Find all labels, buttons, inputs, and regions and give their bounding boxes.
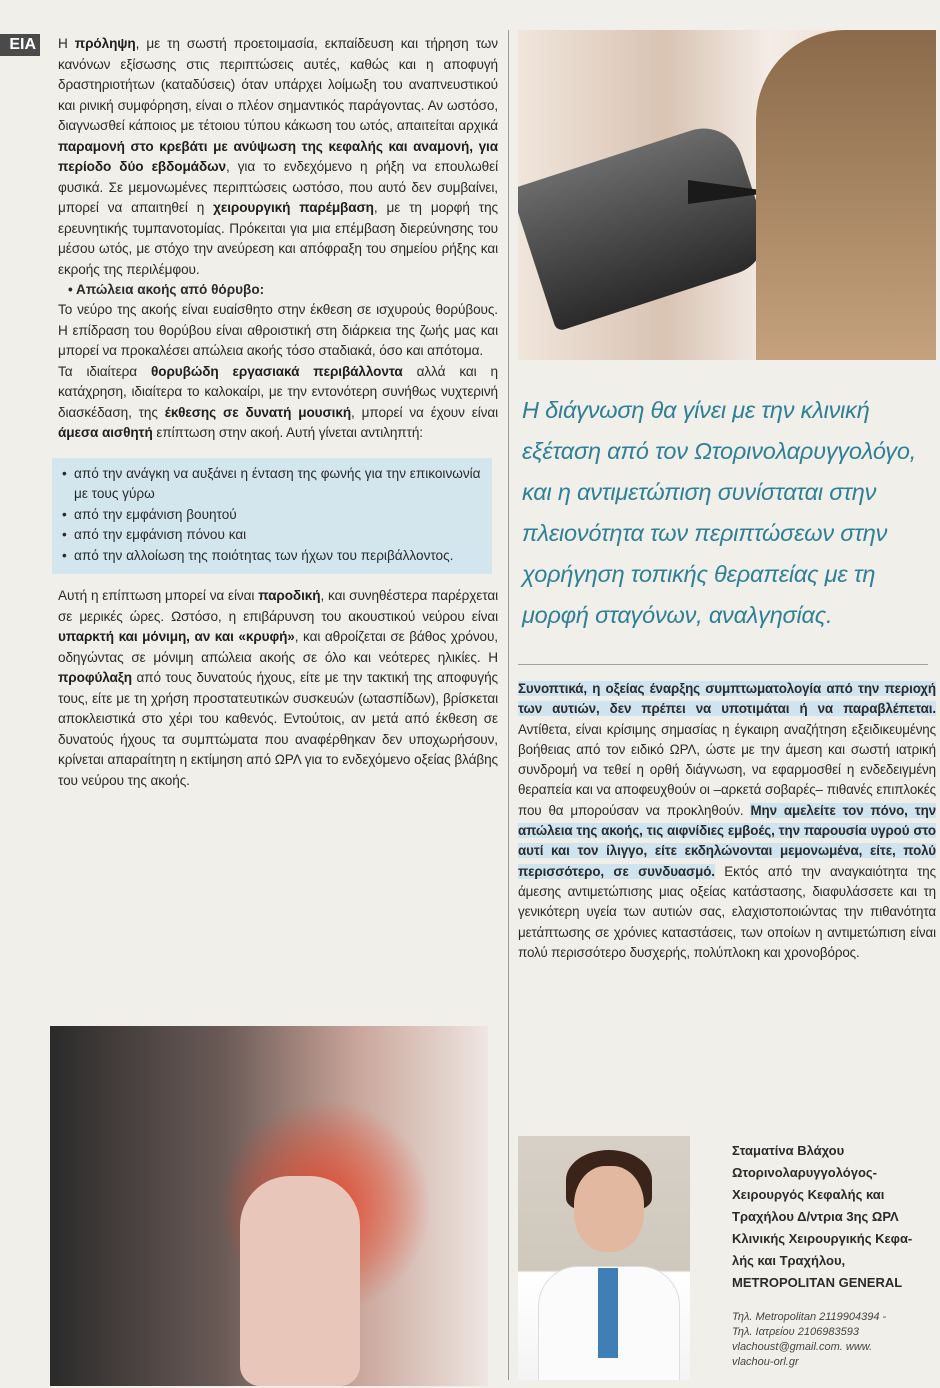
paragraph-noise-environments: Τα ιδιαίτερα θορυβώδη εργασιακά περιβάλλοντα αλλά και η κατάχρηση, ιδιαίτερα το καλοκαίρι, με την εντονότερη συνήθως νυχτερινή διασκέδαση, της έκθεσης σε δυνατή μουσική, μπορεί να έχουν είναι άμεσα αισθητή επίπτωση στην ακοή. Αυτή γίνεται αντιληπτή: <box>58 363 499 440</box>
paragraph-temporary-effect: Αυτή η επίπτωση μπορεί να είναι παροδική, και συνηθέστερα παρέρχεται σε μερικές ώρες. Ωστόσο, η επιβάρυνση του ακουστικού νεύρου είναι υπαρκτή και μόνιμη, αν και «κρυφή», και αθροίζεται σε βάθος χρόνου, οδηγώντας σε μόνιμη απώλεια ακοής σε όλο και νεότερες ηλικίες. Η προφύλαξη από τους δυνατούς ήχους, είτε με την τακτική της αποφυγής τους, είτε με τη χρήση προστατευτικών συσκευών (ωτασπίδων), βρίσκεται αποκλειστικά στο χέρι του καθενός. Εντούτοις, αν μετά από έκθεση σε δυνατούς ήχους τα συμπτώματα που αναφέρθηκαν δεν υποχωρήσουν, κρίνεται απαραίτητη η εκτίμηση από ΩΡΛ για το ενδεχόμενο οξείας βλάβης του νεύρου της ακοής. <box>58 588 498 788</box>
hand-on-jaw <box>240 1176 360 1386</box>
author-shirt <box>598 1268 618 1358</box>
phone-office: Τηλ. Ιατρείου 2106983593 <box>732 1326 859 1338</box>
list-item: • από την αλλοίωση της ποιότητας των ήχων του περιβάλλοντος. <box>62 546 482 567</box>
paragraph-prevention: Η πρόληψη, με τη σωστή προετοιμασία, εκπαίδευση και τήρηση των κανόνων εξίσωσης στις περιπτώσεις αυτές, καθώς και η αποφυγή δραστηριοτήτων (καταδύσεις) όταν υπάρχει λοίμωξη του αναπνευστικού και ρινική συμφόρηση, είναι ο πλέον σημαντικός παράγοντας. Αν ωστόσο, διαγνωσθεί κάποιος με τέτοιου τύπου κάκωση του ωτός, απαιτείται αρχικά παραμονή στο κρεβάτι με ανύψωση της κεφαλής και αναμονή, για περίοδο δύο εβδομάδων, για το ενδεχόμενο η ρήξη να επουλωθεί φυσικά. Σε μεμονωμένες περιπτώσεις ωστόσο, που αυτό δεν συμβαίνει, μπορεί να απαιτηθεί η χειρουργική παρέμβαση, με τη μορφή της ερευνητικής τυμπανοτομίας. Πρόκειται για μια επέμβαση διερεύνησης του μέσου ωτός, με στόχο την ανεύρεση και απόφραξη του σημείου ρήξης και εκροής της περιλέμφου. <box>58 36 498 277</box>
list-item: • από την ανάγκη να αυξάνει η ένταση της φωνής για την επικοινωνία με τους γύρω <box>62 464 482 505</box>
author-contact <box>732 1310 936 1370</box>
pull-quote: Η διάγνωση θα γίνει με την κλινική εξέταση από τον Ωτορινολαρυγγολόγο, και η αντιμετώπιση συνίσταται στην πλειονότητα των περιπτώσεων στην χορήγηση τοπικής θεραπείας με τη μορφή σταγόνων, αναλγησίας. <box>522 397 917 628</box>
bold-surgery: χειρουργική παρέμβαση <box>213 200 374 215</box>
author-face <box>574 1166 644 1252</box>
paragraph-summary: Συνοπτικά, η οξείας έναρξης συμπτωματολογία από την περιοχή των αυτιών, δεν πρέπει να υποτιμάται ή να παραβλέπεται. Αντίθετα, είναι κρίσιμης σημασίας η έγκαιρη αναζήτηση εξειδικευμένης βοήθειας από τον ειδικό ΩΡΛ, ώστε με την άμεση και σωστή ιατρική συνδρομή να τεθεί η ορθή διάγνωση, να εφαρμοσθεί η ενδεδειγμένη θεραπεία και να αποφευχθούν οι –αρκετά σοβαρές– πιθανές επιπλοκές που θα μπορούσαν να προκληθούν. Μην αμελείτε τον πόνο, την απώλεια της ακοής, τις αιφνίδιες εμβοές, την παρουσία υγρού στο αυτί και τον ίλιγγο, είτε εκδηλώνονται μεμονωμένα, είτε, πολύ περισσότερο, σε συνδυασμό. Εκτός από την αναγκαιότητα της άμεσης αντιμετώπισης μιας οξείας κατάστασης, διαφυλάσσετε και τη γενικότερη υγεία των αυτιών σας, ελαχιστοποιώντας την πιθανότητα μετάπτωσης σε χρόνιες καταστάσεις, των οποίων η αντιμετώπιση είναι πολύ περισσότερο δυσχερής, πολύπλοκη και χρονοβόρος. <box>518 681 937 960</box>
symptoms-list <box>62 464 482 567</box>
highlight-summary: Συνοπτικά, η οξείας έναρξης συμπτωματολογία από την περιοχή των αυτιών, δεν πρέπει να υποτιμάται ή να παραβλέπεται. <box>518 681 936 717</box>
hospital-name: METROPOLITAN GENERAL <box>732 1275 903 1290</box>
patient-hair <box>756 30 936 360</box>
author-name: Σταματίνα Βλάχου <box>732 1143 845 1158</box>
bold-prevention: πρόληψη <box>74 36 136 51</box>
paragraph-noise-nerve: Το νεύρο της ακοής είναι ευαίσθητο στην έκθεση σε ισχυρούς θορύβους. Η επίδραση του θορύβου είναι αθροιστική στη διάρκεια της ζωής μας και μπορεί να προκαλέσει απώλεια ακοής τόσο σταδιακά, όσο και απότομα. <box>58 302 498 358</box>
author-credentials: Σταματίνα Βλάχου Ωτορινολαρυγγολόγος- Χειρουργός Κεφαλής και Τραχήλου Δ/ντρια 3ης ΩΡΛ Κλινικής Χειρουργικής Κεφα- λής και Τραχήλου, METROPOLITAN GENERAL <box>732 1140 936 1294</box>
otoscope-device <box>518 118 776 332</box>
list-item: • από την εμφάνιση βουητού <box>62 505 482 526</box>
column-divider <box>508 30 509 1380</box>
website-link[interactable]: vlachou-orl.gr <box>732 1356 799 1368</box>
left-column <box>58 34 498 791</box>
section-tab: ΕΙΑ <box>0 34 40 56</box>
symptoms-box <box>52 458 492 575</box>
right-column <box>518 30 936 963</box>
author-photo <box>518 1136 690 1380</box>
bold-bedrest: παραμονή στο κρεβάτι με ανύψωση της κεφαλής και αναμονή, για περίοδο δύο εβδομάδων <box>58 138 498 174</box>
email-link[interactable]: vlachoust@gmail.com. www. <box>732 1341 873 1353</box>
phone-metropolitan: Τηλ. Metropolitan 2119904394 - <box>732 1311 887 1323</box>
summary-block <box>518 679 936 963</box>
ear-pain-photo <box>50 1026 488 1386</box>
heading-noise-loss: • Απώλεια ακοής από θόρυβο: <box>68 282 265 297</box>
quote-divider <box>518 664 928 665</box>
otoscope-exam-photo <box>518 30 936 360</box>
list-item: • από την εμφάνιση πόνου και <box>62 525 482 546</box>
highlight-warning: Μην αμελείτε τον πόνο, την απώλεια της ακοής, τις αιφνίδιες εμβοές, την παρουσία υγρού στο αυτί και τον ίλιγγο, είτε εκδηλώνονται μεμονωμένα, είτε, πολύ περισσότερο, σε συνδυασμό. <box>518 802 937 879</box>
